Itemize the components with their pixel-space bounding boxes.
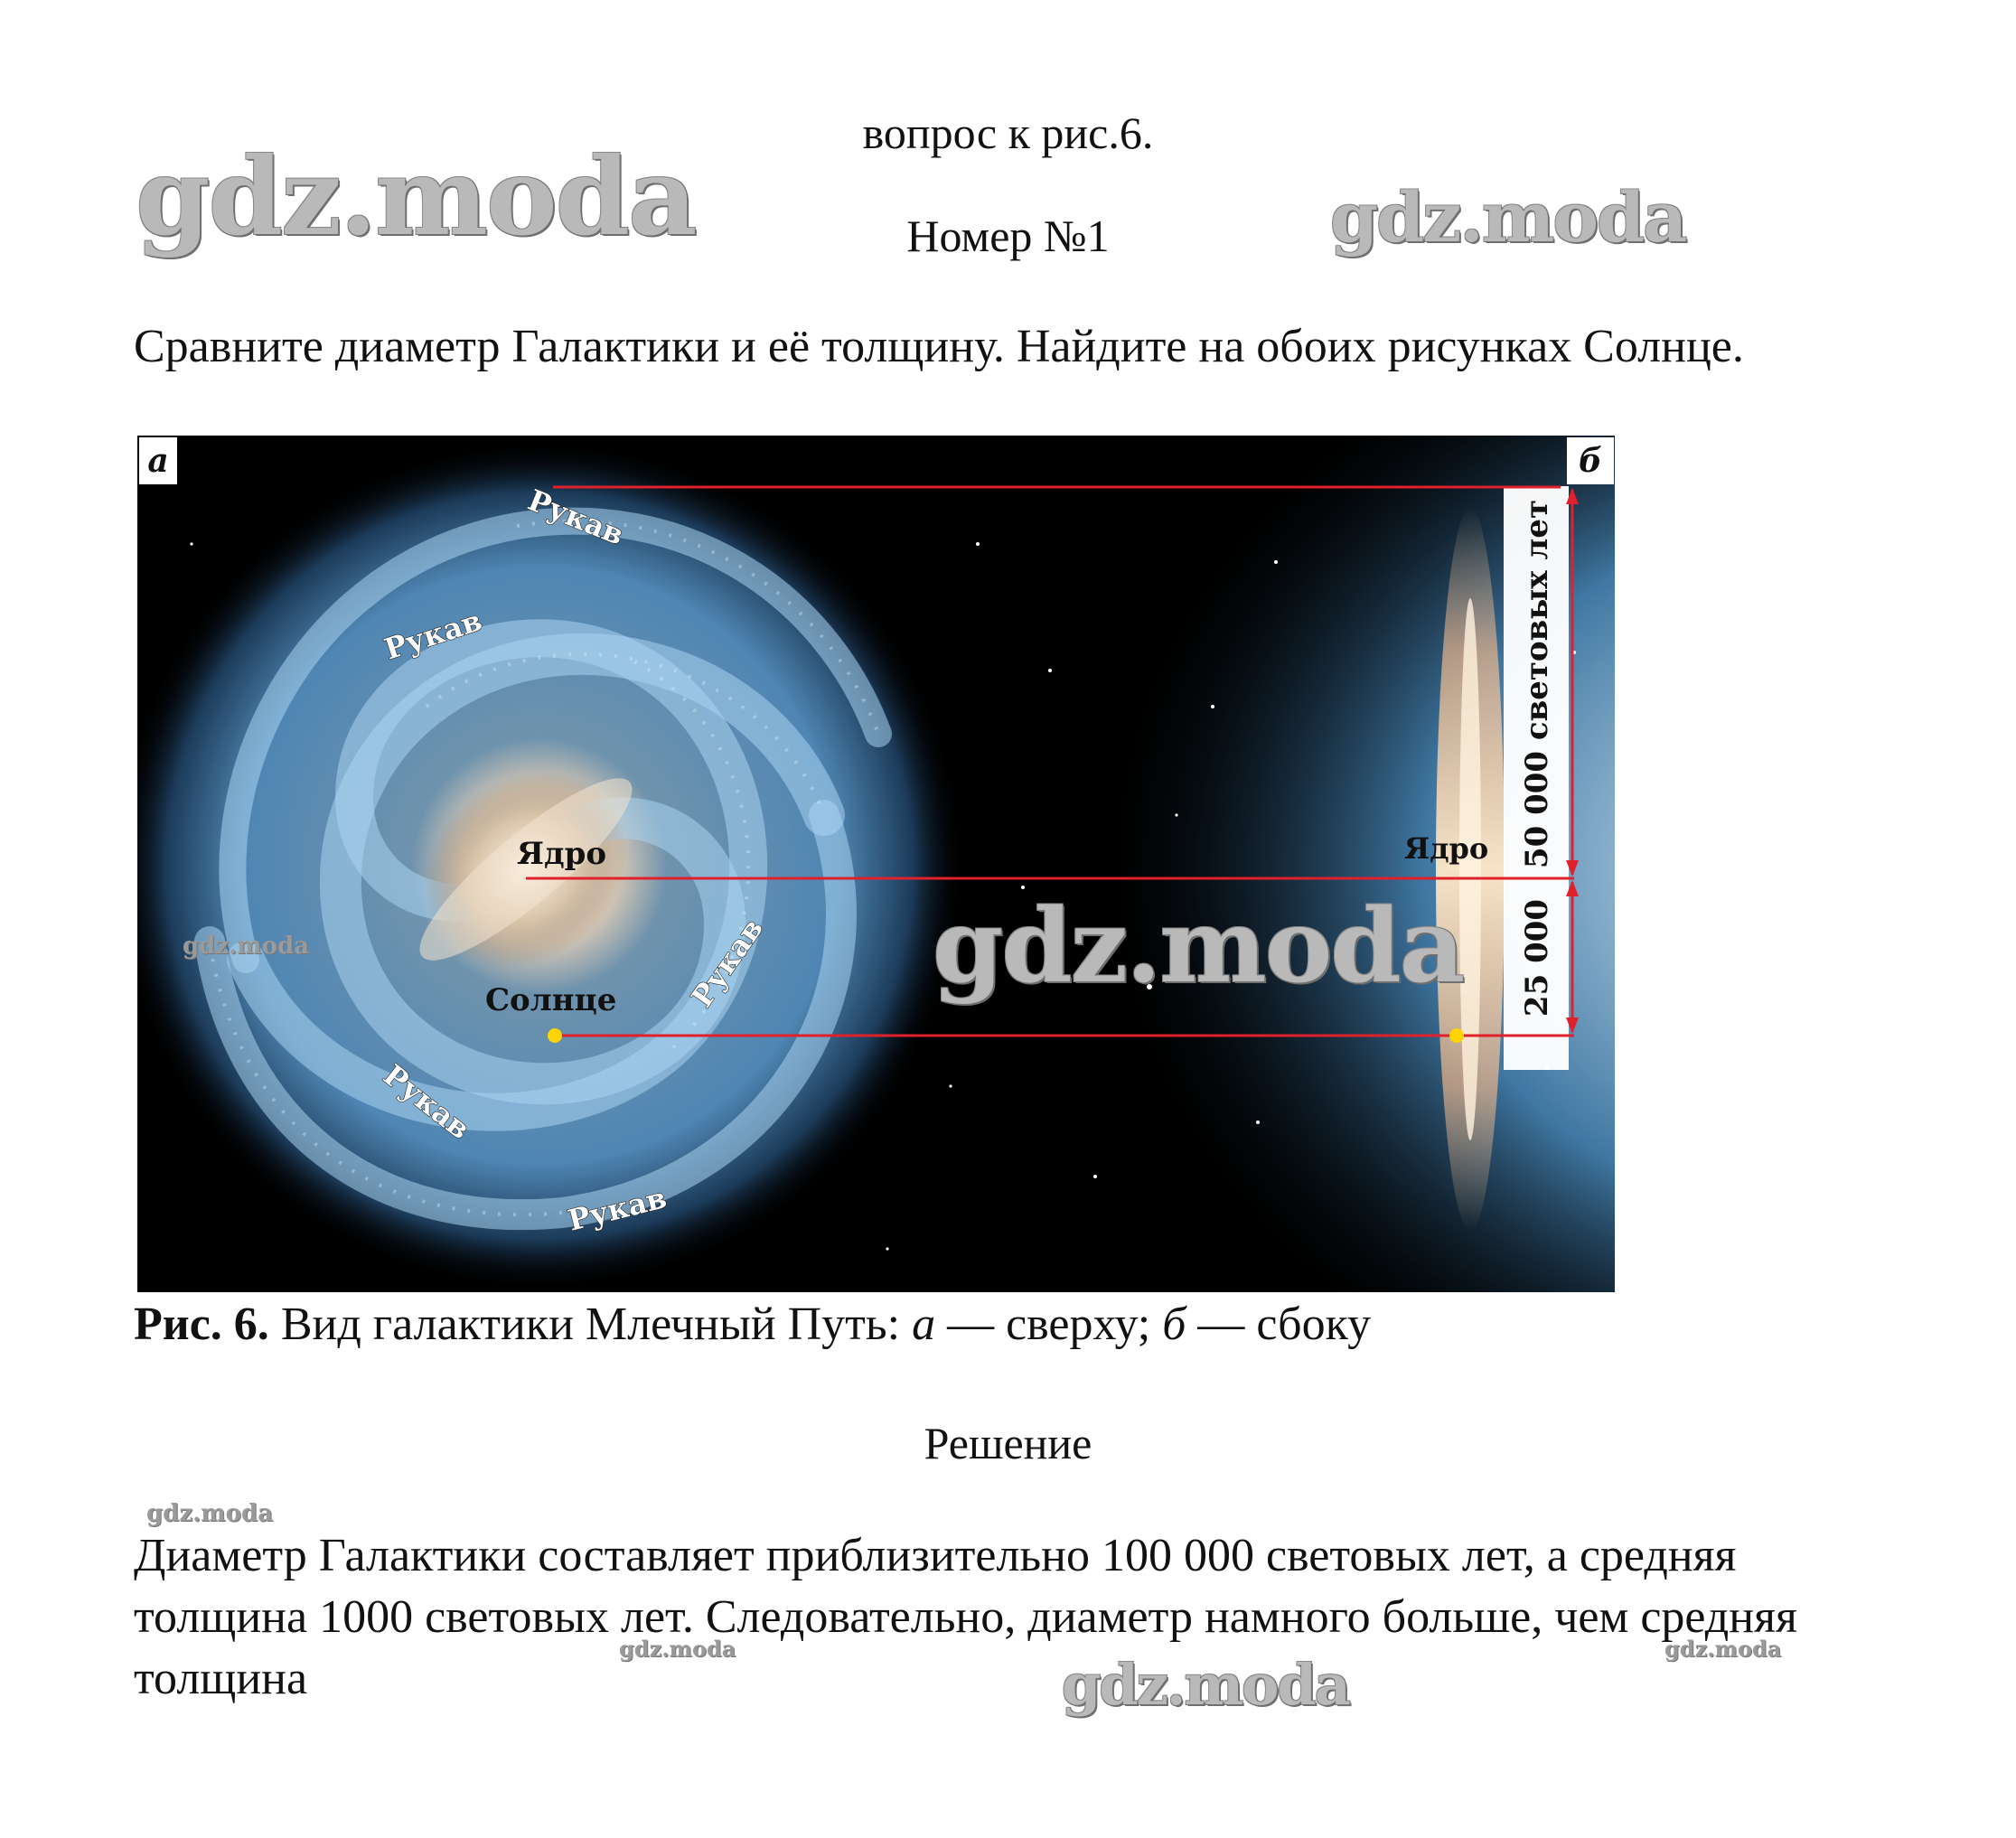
milky-way-figure	[137, 436, 1615, 1292]
caption-b: б	[1162, 1299, 1186, 1350]
watermark-logo: gdz.moda	[1664, 1636, 1782, 1662]
question-reference: вопрос к рис.6.	[862, 108, 1154, 158]
task-number: Номер №1	[906, 211, 1110, 261]
task-text: Сравните диаметр Галактики и её толщину. Найдите на обоих рисунках Солнце.	[134, 321, 1744, 372]
dimension-lower-label: 25 000	[1519, 898, 1555, 1017]
watermark-logo: gdz.moda	[933, 887, 1464, 1006]
solution-heading: Решение	[924, 1418, 1092, 1468]
solution-text: Диаметр Галактики составляет приблизительно 100 000 световых лет, а средняя толщина 1000 световых лет. Следовательно, диаметр намного больше, чем средняя толщина	[134, 1530, 1797, 1704]
sun-label: Солнце	[485, 982, 617, 1018]
arm-label: Рукав	[523, 483, 629, 552]
watermark-logo: gdz.moda	[1330, 177, 1686, 258]
panel-a-letter: а	[147, 442, 169, 480]
sun-dot-side-view	[1449, 1028, 1464, 1043]
figure-caption	[134, 1298, 1371, 1351]
watermark-logo: gdz.moda	[1062, 1652, 1349, 1718]
panel-b-letter: б	[1579, 442, 1602, 480]
arm-label: Рукав	[684, 912, 771, 1014]
caption-a: а	[912, 1299, 936, 1350]
watermark-logo: gdz.moda	[619, 1636, 736, 1662]
watermark-logo: gdz.moda	[146, 1500, 274, 1527]
caption-text: Вид галактики Млечный Путь:	[268, 1299, 913, 1350]
core-label-top-view: Ядро	[517, 836, 607, 872]
watermark-logo: gdz.moda	[136, 134, 696, 259]
caption-dash-a: — сверху;	[935, 1299, 1163, 1350]
arm-label: Рукав	[564, 1180, 670, 1238]
galaxy-illustration	[137, 436, 1615, 1292]
sun-dot-top-view	[548, 1028, 562, 1043]
core-label-side-view: Ядро	[1404, 831, 1489, 866]
caption-dash-b: — сбоку	[1186, 1299, 1372, 1350]
caption-figure-label: Рис. 6.	[134, 1299, 269, 1350]
arm-label: Рукав	[380, 603, 486, 667]
watermark-logo: gdz.moda	[183, 933, 310, 960]
arm-label: Рукав	[377, 1057, 477, 1147]
dimension-upper-label: 50 000 световых лет	[1519, 499, 1555, 869]
